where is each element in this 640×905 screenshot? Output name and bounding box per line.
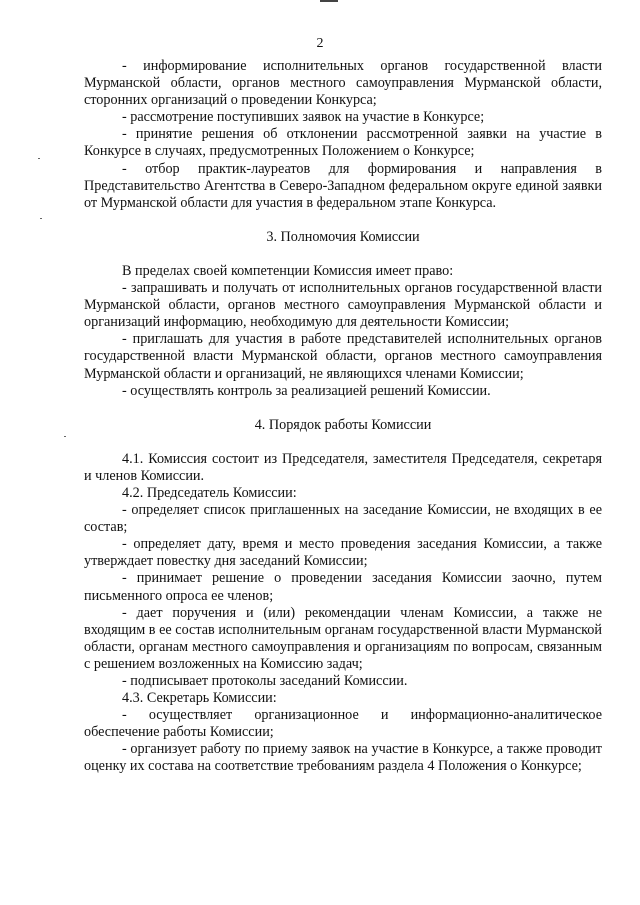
list-item: - информирование исполнительных органов государственной власти Мурманской области, органов местного самоуправления Мурманской области, сторонних организаций о проведении Конкурса; [84,58,602,109]
list-item: - рассмотрение поступивших заявок на участие в Конкурсе; [122,109,485,126]
list-item: - приглашать для участия в работе представителей исполнительных органов государственной власти Мурманской области, органов местного самоуправления Мурманской области и организаций, не являющихся членами Комиссии; [84,331,602,382]
scan-mark [320,0,338,2]
list-item: - осуществлять контроль за реализацией решений Комиссии. [122,382,491,399]
list-item: - принимает решение о проведении заседания Комиссии заочно, путем письменного опроса ее членов; [84,570,602,604]
list-item: - подписывает протоколы заседаний Комиссии. [122,673,408,689]
scan-speck [38,158,40,159]
list-item: - организует работу по приему заявок на участие в Конкурсе, а также проводит оценку их состава на соответствие требованиям раздела 4 Положения о Конкурсе; [84,741,602,775]
page-number: 2 [316,36,324,51]
list-item: - определяет список приглашенных на заседание Комиссии, не входящих в ее состав; [84,502,602,536]
list-item: - принятие решения об отклонении рассмотренной заявки на участие в Конкурсе в случаях, предусмотренных Положением о Конкурсе; [84,126,602,160]
section-heading: 4. Порядок работы Комиссии [254,416,432,433]
document-body [84,58,602,776]
list-item: - отбор практик-лауреатов для формирования и направления в Представительство Агентства в Северо-Западном федеральном округе единой заявки от Мурманской области для участия в федеральном этапе Конкурса. [84,160,602,211]
clause: 4.3. Секретарь Комиссии: [122,690,277,707]
section-intro: В пределах своей компетенции Комиссия имеет право: [122,262,454,279]
clause: 4.1. Комиссия состоит из Председателя, заместителя Председателя, секретаря и членов Комиссии. [84,450,602,484]
clause: 4.2. Председатель Комиссии: [122,484,297,501]
scan-speck [40,218,42,219]
list-item: - дает поручения и (или) рекомендации членам Комиссии, а также не входящим в ее состав исполнительным органам государственной власти Мурманской области, органам местного самоуправления и организациям по вопросам, связанным с решением возложенных на Комиссию задач; [84,604,602,672]
list-item: - определяет дату, время и место проведения заседания Комиссии, а также утверждает повестку дня заседаний Комиссии; [84,536,602,570]
scan-speck [64,436,66,437]
list-item: - осуществляет организационное и информационно-аналитическое обеспечение работы Комиссии; [84,707,602,741]
section-heading: 3. Полномочия Комиссии [266,228,420,245]
list-item: - запрашивать и получать от исполнительных органов государственной власти Мурманской области, органов местного самоуправления Мурманской области и организаций информацию, необходимую для деятельности Комиссии; [84,280,602,331]
